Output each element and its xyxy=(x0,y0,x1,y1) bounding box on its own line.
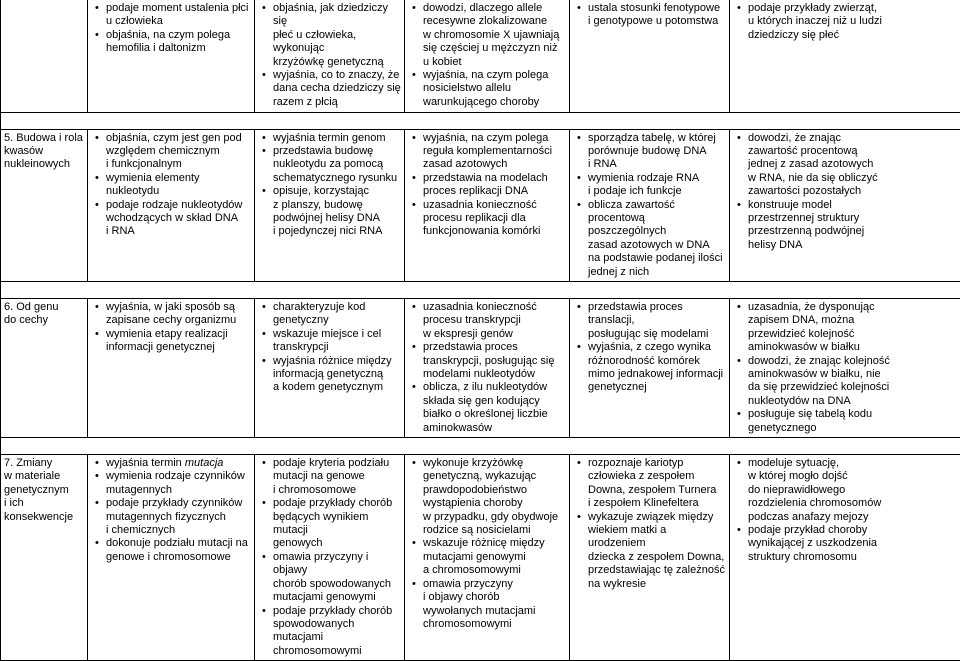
requirement-cell xyxy=(255,0,405,112)
list-item xyxy=(588,172,726,199)
item-line: • modeluje sytuację, xyxy=(748,457,957,470)
requirement-list xyxy=(409,301,566,435)
list-item xyxy=(423,381,566,435)
requirement-list xyxy=(259,2,401,109)
list-item xyxy=(273,185,401,239)
item-line: zapisane cechy organizmu xyxy=(106,314,251,327)
item-line: chromosomowymi xyxy=(273,645,401,658)
spacer-cell xyxy=(405,281,570,298)
list-item xyxy=(273,497,401,551)
requirement-list xyxy=(259,301,401,395)
list-item xyxy=(423,69,566,109)
item-line: genetycznego xyxy=(748,422,957,435)
requirement-cell xyxy=(405,0,570,112)
item-line: zasad azotowych w DNA xyxy=(588,239,726,252)
item-line: człowieka z zespołem xyxy=(588,470,726,483)
item-line: posługując się modelami xyxy=(588,328,726,341)
item-line: mimo jednakowej informacji xyxy=(588,368,726,381)
item-line: na wykresie xyxy=(588,578,726,591)
list-item xyxy=(273,457,401,497)
item-line: dziecka z zespołem Downa, xyxy=(588,551,726,564)
item-line: w RNA, nie da się obliczyć xyxy=(748,172,957,185)
list-item xyxy=(748,199,957,253)
item-line: • objaśnia, na czym polega xyxy=(106,29,251,42)
item-line: • wyjaśnia, z czego wynika xyxy=(588,341,726,354)
list-item xyxy=(106,497,251,537)
spacer-cell xyxy=(88,281,255,298)
requirement-cell xyxy=(570,298,730,437)
item-line: w chromosomie X ujawniają xyxy=(423,29,566,42)
item-line: • konstruuje model xyxy=(748,199,957,212)
requirement-cell xyxy=(730,129,960,281)
item-line: • podaje przykłady zwierząt, xyxy=(748,2,957,15)
requirement-list xyxy=(409,132,566,239)
item-line: krzyżówkę genetyczną xyxy=(273,56,401,69)
item-line: w ekspresji genów xyxy=(423,328,566,341)
requirement-cell xyxy=(255,455,405,661)
item-line: modelami nukleotydów xyxy=(423,368,566,381)
list-item xyxy=(106,2,251,29)
term-emphasis: mutacja xyxy=(185,457,224,469)
requirement-cell xyxy=(570,129,730,281)
item-line: jednej z nich xyxy=(588,266,726,279)
list-item xyxy=(106,29,251,56)
requirement-cell xyxy=(570,0,730,112)
item-line: • podaje kryteria podziału xyxy=(273,457,401,470)
item-line: • rozpoznaje kariotyp xyxy=(588,457,726,470)
requirement-cell xyxy=(88,0,255,112)
item-line: różnorodność komórek xyxy=(588,355,726,368)
list-item xyxy=(423,457,566,537)
item-line: • omawia przyczyny i objawy xyxy=(273,551,401,578)
item-line: i funkcjonalnym xyxy=(106,158,251,171)
list-item xyxy=(423,341,566,381)
item-line: • objaśnia, czym jest gen pod xyxy=(106,132,251,145)
item-line: wiekiem matki a urodzeniem xyxy=(588,524,726,551)
item-line: nukleotydu xyxy=(106,185,251,198)
spacer-cell xyxy=(730,438,960,455)
item-line: proces replikacji DNA xyxy=(423,185,566,198)
item-line: • uzasadnia, że dysponując xyxy=(748,301,957,314)
list-item xyxy=(588,301,726,341)
list-item xyxy=(273,2,401,69)
item-line: z planszy, budowę xyxy=(273,199,401,212)
item-line: mutagennych fizycznych xyxy=(106,511,251,524)
item-line: • wyjaśnia, na czym polega xyxy=(423,69,566,82)
item-line: mutacjami genowymi xyxy=(273,591,401,604)
item-line: informacją genetyczną xyxy=(273,368,401,381)
item-line: funkcjonowania komórki xyxy=(423,225,566,238)
item-line: do nieprawidłowego xyxy=(748,484,957,497)
item-line: u człowieka xyxy=(106,15,251,28)
requirement-cell xyxy=(730,0,960,112)
item-line: • podaje przykłady chorób xyxy=(273,497,401,510)
spacer-cell xyxy=(570,112,730,129)
list-item xyxy=(588,2,726,29)
item-line: zawartości pozostałych xyxy=(748,185,957,198)
item-line: wystąpienia choroby xyxy=(423,497,566,510)
spacer-cell xyxy=(405,438,570,455)
spacer-cell xyxy=(405,112,570,129)
row-spacer xyxy=(1,112,960,129)
item-line: • podaje przykłady chorób xyxy=(273,605,401,618)
requirement-list xyxy=(259,457,401,658)
item-line: • wskazuje miejsce i cel xyxy=(273,328,401,341)
item-line: przestrzenną podwójnej xyxy=(748,225,957,238)
list-item xyxy=(588,132,726,172)
item-line: i chromosomowe xyxy=(273,484,401,497)
requirement-cell xyxy=(405,455,570,661)
item-line: na podstawie podanej ilości xyxy=(588,252,726,265)
item-line: zasad azotowych xyxy=(423,158,566,171)
item-line: mutacji na genowe xyxy=(273,470,401,483)
list-item xyxy=(423,578,566,632)
item-line: • przedstawia proces xyxy=(423,341,566,354)
item-line: składa się gen kodujący xyxy=(423,395,566,408)
spacer-cell xyxy=(255,281,405,298)
list-item xyxy=(106,457,251,470)
list-item xyxy=(748,355,957,409)
requirement-cell xyxy=(730,298,960,437)
item-line: względem chemicznym xyxy=(106,145,251,158)
requirement-cell xyxy=(88,298,255,437)
requirement-list xyxy=(409,2,566,109)
list-item xyxy=(273,355,401,395)
item-line: • dokonuje podziału mutacji na xyxy=(106,537,251,550)
list-item xyxy=(106,537,251,564)
spacer-cell xyxy=(1,281,88,298)
requirement-list xyxy=(734,132,957,253)
item-line: mutacjami genowymi xyxy=(423,551,566,564)
row-spacer xyxy=(1,281,960,298)
table-row xyxy=(1,0,960,112)
item-line: rodzice są nosicielami xyxy=(423,524,566,537)
list-item xyxy=(423,2,566,69)
item-line: genowe i chromosomowe xyxy=(106,551,251,564)
topic-line: genetycznym xyxy=(4,484,84,497)
requirement-cell xyxy=(255,129,405,281)
item-line: wynikającej z uszkodzenia xyxy=(748,537,957,550)
list-item xyxy=(106,199,251,239)
list-item xyxy=(273,328,401,355)
item-line: • objaśnia, jak dziedziczy się xyxy=(273,2,401,29)
item-line: • ustala stosunki fenotypowe xyxy=(588,2,726,15)
item-line: • wykazuje związek między xyxy=(588,511,726,524)
requirement-cell xyxy=(405,129,570,281)
item-line: transkrypcji, posługując się xyxy=(423,355,566,368)
item-line: • przedstawia budowę xyxy=(273,145,401,158)
item-line: • wyjaśnia termin mutacja xyxy=(106,457,251,470)
item-line: dana cecha dziedziczy się xyxy=(273,82,401,95)
item-line: transkrypcji xyxy=(273,341,401,354)
item-line: • wymienia rodzaje RNA xyxy=(588,172,726,185)
item-line: • wyjaśnia, w jaki sposób są xyxy=(106,301,251,314)
item-line: u kobiet xyxy=(423,56,566,69)
item-line: helisy DNA xyxy=(748,239,957,252)
item-line: procentową poszczególnych xyxy=(588,212,726,239)
item-line: zawartość procentową xyxy=(748,145,957,158)
list-item xyxy=(273,69,401,109)
item-line: dziedziczy się płeć xyxy=(748,29,957,42)
topic-line: kwasów xyxy=(4,145,84,158)
spacer-cell xyxy=(88,438,255,455)
item-line: • uzasadnia konieczność xyxy=(423,199,566,212)
item-line: i pojedynczej nici RNA xyxy=(273,225,401,238)
topic-cell xyxy=(1,0,88,112)
item-line: jednej z zasad azotowych xyxy=(748,158,957,171)
item-line: • sporządza tabelę, w której xyxy=(588,132,726,145)
item-line: razem z płcią xyxy=(273,96,401,109)
item-line: • wymienia etapy realizacji xyxy=(106,328,251,341)
item-line: podwójnej helisy DNA xyxy=(273,212,401,225)
topic-line: nukleinowych xyxy=(4,158,84,171)
requirement-list xyxy=(92,2,251,56)
item-line: • przedstawia proces translacji, xyxy=(588,301,726,328)
requirement-cell xyxy=(88,129,255,281)
item-line: • podaje przykład choroby xyxy=(748,524,957,537)
spacer-cell xyxy=(570,281,730,298)
item-line: • wyjaśnia, co to znaczy, że xyxy=(273,69,401,82)
list-item xyxy=(748,132,957,199)
list-item xyxy=(106,132,251,172)
item-line: chorób spowodowanych xyxy=(273,578,401,591)
requirement-cell xyxy=(255,298,405,437)
item-line: zapisem DNA, można xyxy=(748,314,957,327)
list-item xyxy=(588,457,726,511)
topic-line: 6. Od genu xyxy=(4,301,84,314)
item-line: • wymienia rodzaje czynników xyxy=(106,470,251,483)
requirement-list xyxy=(734,2,957,42)
item-line: prawdopodobieństwo xyxy=(423,484,566,497)
row-spacer xyxy=(1,438,960,455)
item-line: genowych xyxy=(273,537,401,550)
requirement-list xyxy=(259,132,401,239)
item-line: będących wynikiem mutacji xyxy=(273,511,401,538)
requirement-list xyxy=(92,132,251,239)
item-line: i RNA xyxy=(106,225,251,238)
item-line: • wskazuje różnicę między xyxy=(423,537,566,550)
topic-line: i ich xyxy=(4,497,84,510)
item-line: nukleotydów na DNA xyxy=(748,395,957,408)
item-line: • dowodzi, że znając xyxy=(748,132,957,145)
table-row xyxy=(1,298,960,437)
item-line: wchodzących w skład DNA xyxy=(106,212,251,225)
requirement-list xyxy=(574,132,726,279)
list-item xyxy=(273,301,401,328)
requirement-list xyxy=(734,301,957,435)
requirement-list xyxy=(92,457,251,564)
item-line: procesu replikacji dla xyxy=(423,212,566,225)
item-line: i chemicznych xyxy=(106,524,251,537)
item-line: aminokwasów w białku xyxy=(748,341,957,354)
topic-line: 7. Zmiany xyxy=(4,457,84,470)
table-row xyxy=(1,129,960,281)
item-line: • podaje rodzaje nukleotydów xyxy=(106,199,251,212)
item-line: • podaje przykłady czynników xyxy=(106,497,251,510)
item-line: Downa, zespołem Turnera xyxy=(588,484,726,497)
spacer-cell xyxy=(570,438,730,455)
topic-cell xyxy=(1,298,88,437)
list-item xyxy=(588,511,726,591)
item-line: da się przewidzieć kolejności xyxy=(748,381,957,394)
spacer-cell xyxy=(1,112,88,129)
table-row xyxy=(1,455,960,661)
topic-cell xyxy=(1,455,88,661)
list-item xyxy=(748,408,957,435)
requirement-cell xyxy=(405,298,570,437)
item-line: struktury chromosomu xyxy=(748,551,957,564)
list-item xyxy=(748,524,957,564)
topic-line: konsekwencje xyxy=(4,511,84,524)
item-line: i RNA xyxy=(588,158,726,171)
item-line: warunkującego choroby xyxy=(423,96,566,109)
item-line: reguła komplementarności xyxy=(423,145,566,158)
item-line: a kodem genetycznym xyxy=(273,381,401,394)
item-line: recesywne zlokalizowane xyxy=(423,15,566,28)
spacer-cell xyxy=(1,438,88,455)
requirement-list xyxy=(574,2,726,29)
item-line: rozdzielenia chromosomów xyxy=(748,497,957,510)
list-item xyxy=(423,172,566,199)
item-line: przewidzieć kolejność xyxy=(748,328,957,341)
requirement-cell xyxy=(570,455,730,661)
item-line: a chromosomowymi xyxy=(423,564,566,577)
topic-cell xyxy=(1,129,88,281)
list-item xyxy=(588,199,726,279)
item-line: • wyjaśnia, na czym polega xyxy=(423,132,566,145)
item-line: • uzasadnia konieczność xyxy=(423,301,566,314)
item-line: schematycznego rysunku xyxy=(273,172,401,185)
item-line: i objawy chorób xyxy=(423,591,566,604)
item-line: i podaje ich funkcje xyxy=(588,185,726,198)
item-line: genetyczną, wykazując xyxy=(423,470,566,483)
item-line: • wyjaśnia termin genom xyxy=(273,132,401,145)
item-line: • dowodzi, że znając kolejność xyxy=(748,355,957,368)
item-line: nosicielstwo allelu xyxy=(423,82,566,95)
item-line: genetycznej xyxy=(588,381,726,394)
item-line: aminokwasów xyxy=(423,422,566,435)
requirement-cell xyxy=(730,455,960,661)
item-line: aminokwasów w białku, nie xyxy=(748,368,957,381)
requirement-list xyxy=(574,301,726,395)
requirement-list xyxy=(574,457,726,591)
item-line: przestrzennej struktury xyxy=(748,212,957,225)
item-line: • omawia przyczyny xyxy=(423,578,566,591)
item-line: • przedstawia na modelach xyxy=(423,172,566,185)
item-line: chromosomowymi xyxy=(423,618,566,631)
topic-line: w materiale xyxy=(4,470,84,483)
item-line: • dowodzi, dlaczego allele xyxy=(423,2,566,15)
item-line: • charakteryzuje kod xyxy=(273,301,401,314)
item-line: genetyczny xyxy=(273,314,401,327)
item-line: u których inaczej niż u ludzi xyxy=(748,15,957,28)
item-line: spowodowanych mutacjami xyxy=(273,618,401,645)
item-line: procesu transkrypcji xyxy=(423,314,566,327)
spacer-cell xyxy=(255,438,405,455)
item-line: hemofilia i daltonizm xyxy=(106,42,251,55)
item-line: i genotypowe u potomstwa xyxy=(588,15,726,28)
item-line: wywołanych mutacjami xyxy=(423,605,566,618)
item-line: informacji genetycznej xyxy=(106,341,251,354)
list-item xyxy=(106,328,251,355)
list-item xyxy=(273,605,401,659)
item-line: • opisuje, korzystając xyxy=(273,185,401,198)
item-line: białko o określonej liczbie xyxy=(423,408,566,421)
list-item xyxy=(423,132,566,172)
list-item xyxy=(106,470,251,497)
list-item xyxy=(106,172,251,199)
list-item xyxy=(423,199,566,239)
spacer-cell xyxy=(730,112,960,129)
requirement-list xyxy=(409,457,566,631)
item-line: się częściej u mężczyzn niż xyxy=(423,42,566,55)
list-item xyxy=(106,301,251,328)
list-item xyxy=(748,2,957,42)
requirement-list xyxy=(92,301,251,355)
list-item xyxy=(748,457,957,524)
list-item xyxy=(588,341,726,395)
list-item xyxy=(423,301,566,341)
item-line: • wykonuje krzyżówkę xyxy=(423,457,566,470)
item-line: w przypadku, gdy obydwoje xyxy=(423,511,566,524)
topic-line: do cechy xyxy=(4,314,84,327)
item-line: • posługuje się tabelą kodu xyxy=(748,408,957,421)
item-line: podczas anafazy mejozy xyxy=(748,511,957,524)
item-line: • oblicza zawartość xyxy=(588,199,726,212)
topic-line: 5. Budowa i rola xyxy=(4,132,84,145)
item-line: • wyjaśnia różnice między xyxy=(273,355,401,368)
item-line: porównuje budowę DNA xyxy=(588,145,726,158)
list-item xyxy=(273,145,401,185)
item-line: • podaje moment ustalenia płci xyxy=(106,2,251,15)
requirement-list xyxy=(734,457,957,564)
spacer-cell xyxy=(88,112,255,129)
list-item xyxy=(748,301,957,355)
item-line: • oblicza, z ilu nukleotydów xyxy=(423,381,566,394)
list-item xyxy=(423,537,566,577)
list-item xyxy=(273,551,401,605)
spacer-cell xyxy=(255,112,405,129)
item-line: nukleotydu za pomocą xyxy=(273,158,401,171)
item-line: mutagennych xyxy=(106,484,251,497)
item-line: płeć u człowieka, wykonując xyxy=(273,29,401,56)
item-line: przedstawiając tę zależność xyxy=(588,564,726,577)
item-line: i zespołem Klinefeltera xyxy=(588,497,726,510)
requirement-cell xyxy=(88,455,255,661)
spacer-cell xyxy=(730,281,960,298)
item-line: • wymienia elementy xyxy=(106,172,251,185)
list-item xyxy=(273,132,401,145)
item-line: w której mogło dojść xyxy=(748,470,957,483)
